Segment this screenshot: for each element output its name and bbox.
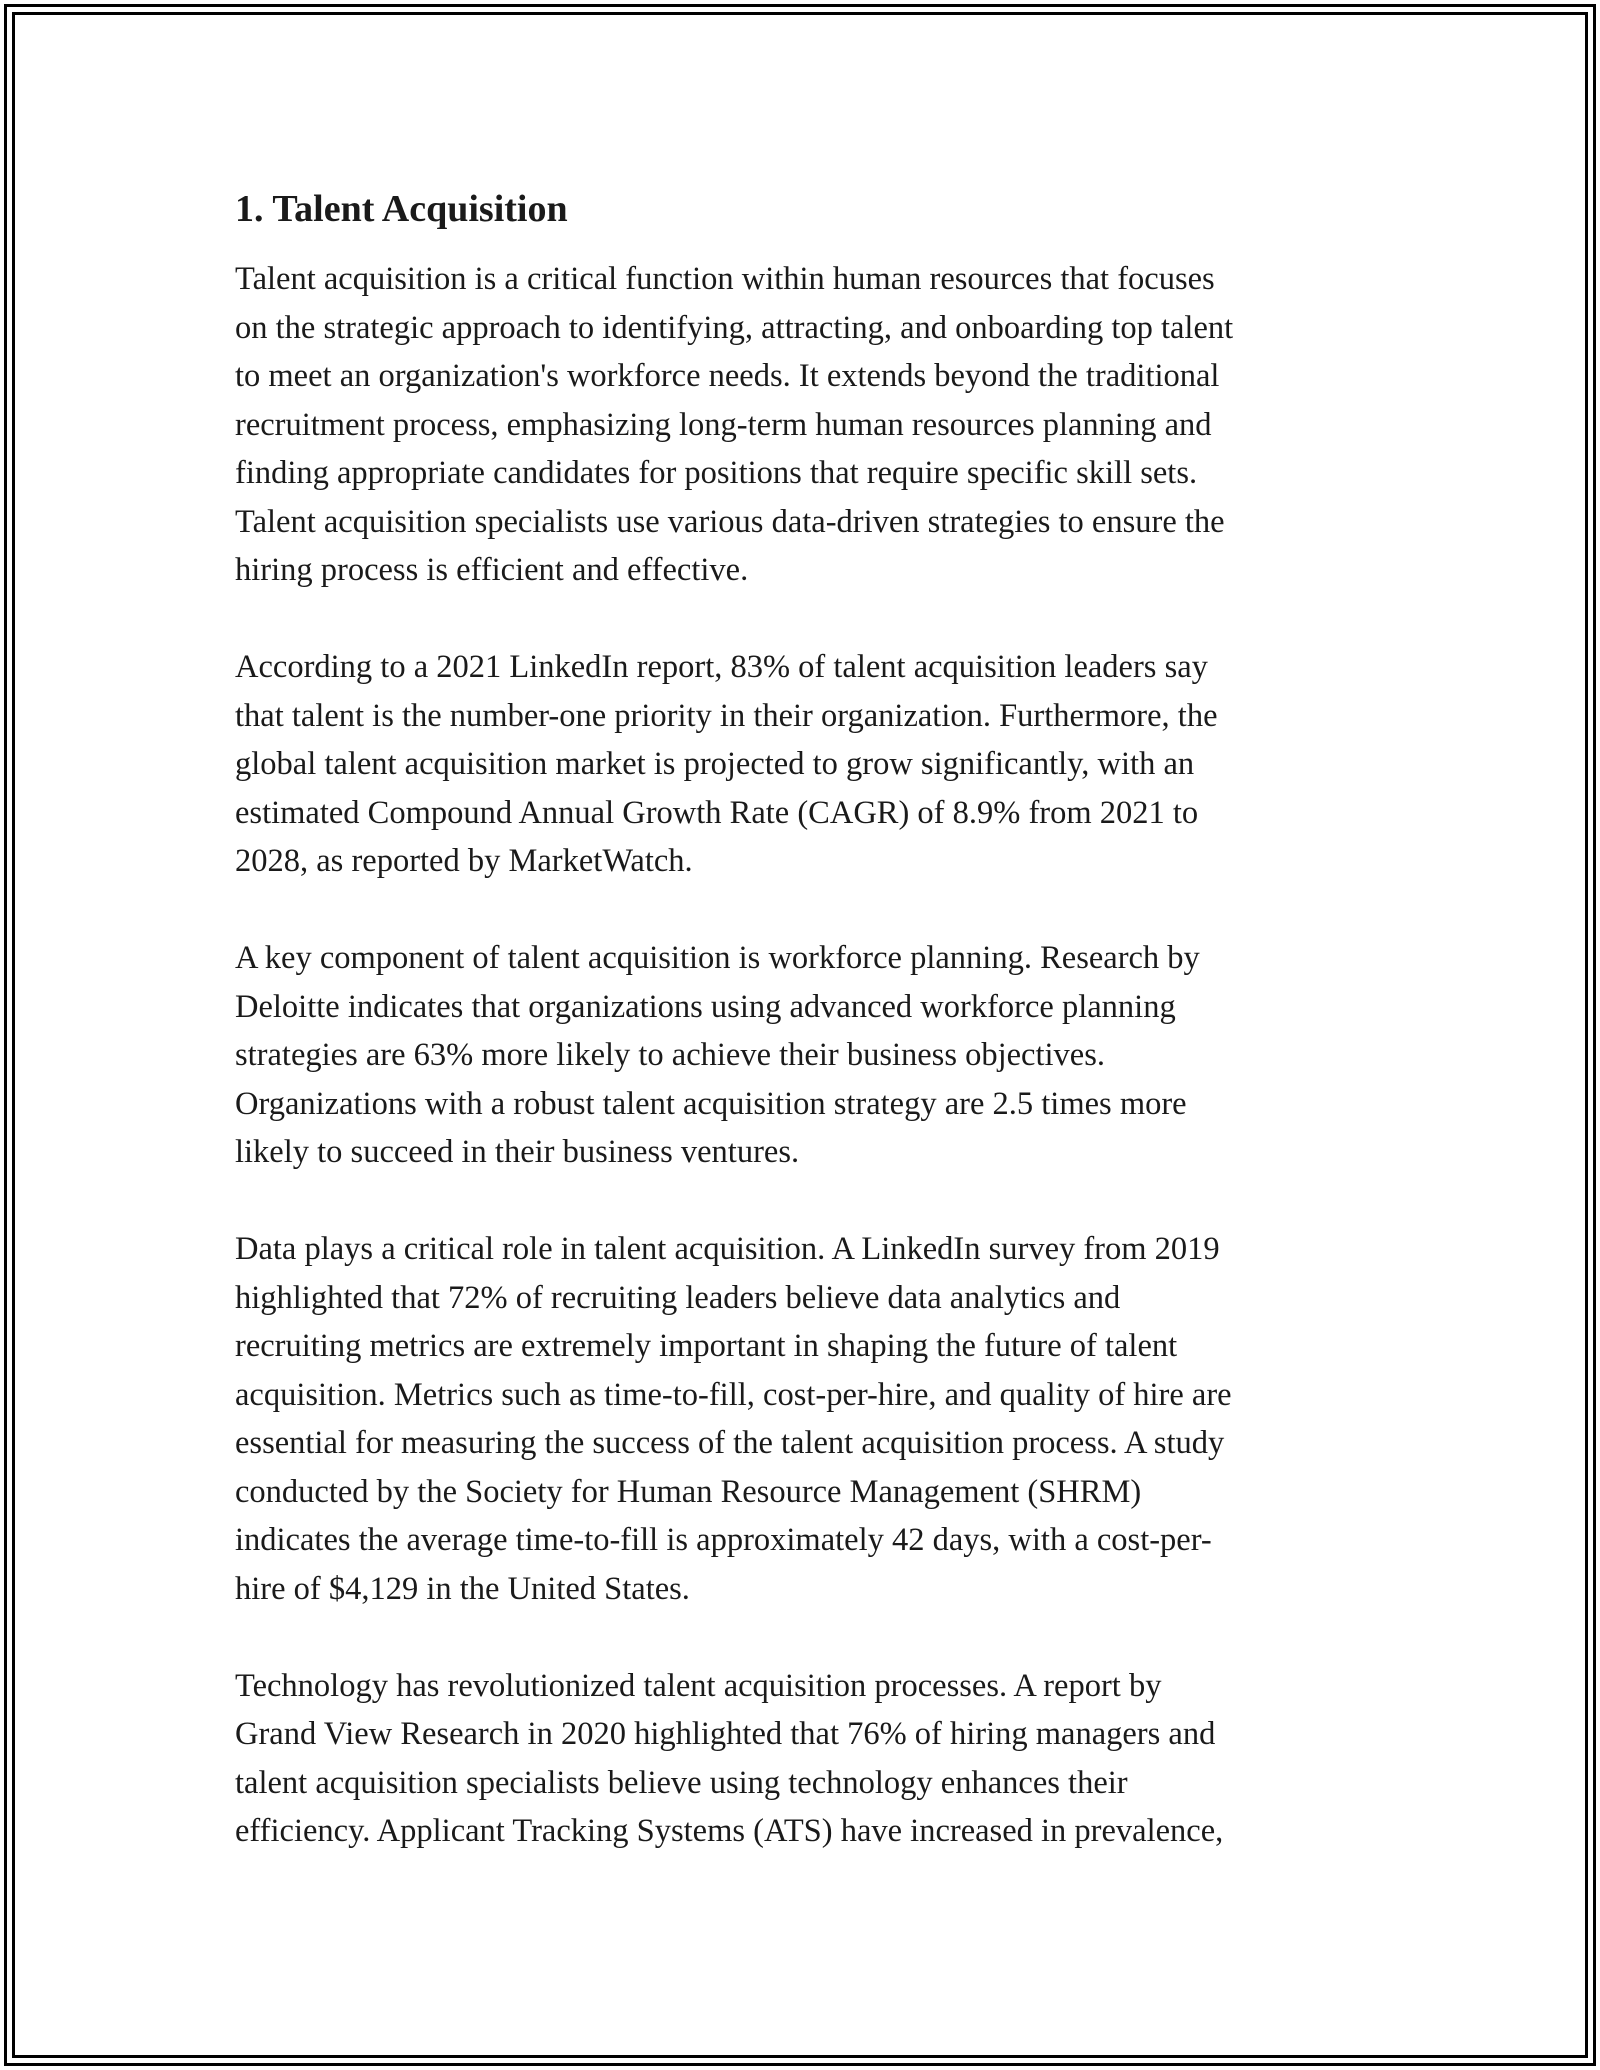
section-heading: 1. Talent Acquisition <box>235 188 568 230</box>
paragraph-intro: Talent acquisition is a critical function within human resources that focuses on the strategic approach to identifying, attracting, and onboarding top talent to meet an organization's workforce needs. It extends beyond the traditional recruitment process, emphasizing long-term human resources planning and finding appropriate candidates for positions that require specific skill sets. Talent acquisition specialists use various data-driven strategies to ensure the hiring process is efficient and effective. <box>235 261 1234 588</box>
paragraph-data-role: Data plays a critical role in talent acquisition. A LinkedIn survey from 2019 highlighted that 72% of recruiting leaders believe data analytics and recruiting metrics are extremely important in shaping the future of talent acquisition. Metrics such as time-to-fill, cost-per-hire, and quality of hire are essential for measuring the success of the talent acquisition process. A study conducted by the Society for Human Resource Management (SHRM) indicates the average time-to-fill is approximately 42 days, with a cost-per- hire of $4,129 in the United States. <box>235 1231 1232 1607</box>
paragraph-workforce-planning: A key component of talent acquisition is workforce planning. Research by Deloitte indicates that organizations using advanced workforce planning strategies are 63% more likely to achieve their business objectives. Organizations with a robust talent acquisition strategy are 2.5 times more likely to succeed in their business ventures. <box>235 940 1200 1170</box>
paragraph-technology: Technology has revolutionized talent acquisition processes. A report by Grand View Research in 2020 highlighted that 76% of hiring managers and talent acquisition specialists believe using technology enhances their efficiency. Applicant Tracking Systems (ATS) have increased in prevalence, <box>235 1667 1224 1849</box>
paragraph-linkedin-report: According to a 2021 LinkedIn report, 83% of talent acquisition leaders say that talent is the number-one priority in their organization. Furthermore, the global talent acquisition market is projected to grow significantly, with an estimated Compound Annual Growth Rate (CAGR) of 8.9% from 2021 to 2028, as reported by MarketWatch. <box>235 649 1218 879</box>
document-body <box>235 185 1375 1904</box>
